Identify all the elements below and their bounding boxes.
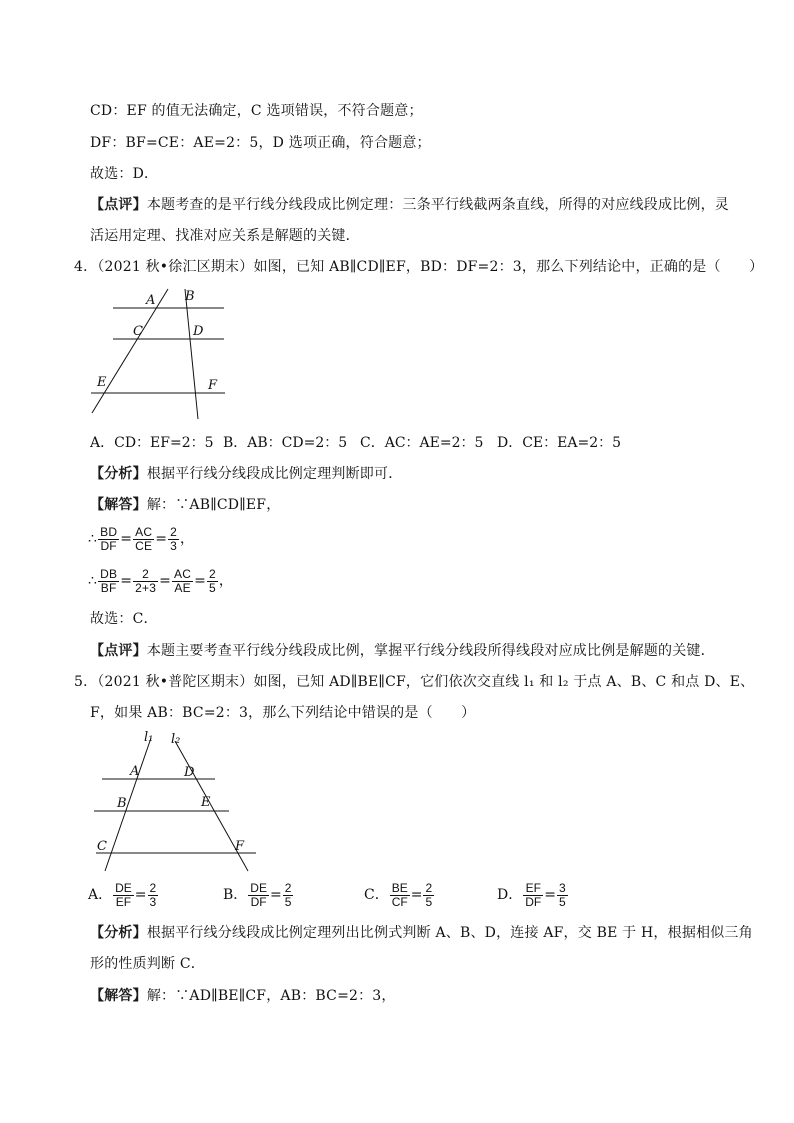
q4-figure bbox=[85, 285, 235, 425]
q5-figure bbox=[88, 728, 263, 873]
q4-label-f: F bbox=[208, 378, 218, 393]
q5-stem-1: 5．（2021 秋•普陀区期末）如图，已知 AD∥BE∥CF，它们依次交直线 l₁ 和 l₂ 于点 A、B、C 和点 D、E、 bbox=[74, 674, 755, 690]
q4-choice: 故选：C． bbox=[90, 611, 158, 627]
comment-tag: 【点评】 bbox=[90, 197, 147, 213]
q5-option-c: C． $\frac{BE}{CF}$ = $\frac{2}{5}$ bbox=[364, 880, 433, 909]
fraction: $\frac{BD}{DF}$ bbox=[100, 524, 118, 553]
q4-stem: 4．（2021 秋•徐汇区期末）如图，已知 AB∥CD∥EF，BD：DF=2：3，那么下列结论中，正确的是（ ） bbox=[74, 259, 764, 275]
q5-analysis bbox=[90, 923, 753, 943]
q3-text-line-2: DF：BF=CE：AE=2：5，D 选项正确，符合题意； bbox=[90, 135, 431, 151]
q4-option-c: C．AC：AE=2：5 bbox=[360, 435, 484, 451]
analysis-text: 根据平行线分线段成比例定理判断即可． bbox=[146, 466, 403, 482]
fraction: $\frac{EF}{DF}$ bbox=[525, 880, 542, 909]
q4-step-1: ∴ $\frac{BD}{DF}$ = $\frac{AC}{CE}$ = $\frac{2}{3}$ ， bbox=[88, 524, 195, 553]
fraction: $\frac{2}{3}$ bbox=[170, 524, 178, 553]
q5-label-l1: l₁ bbox=[144, 730, 154, 745]
fraction: $\frac{AC}{AE}$ bbox=[174, 566, 192, 595]
q5-label-d: D bbox=[184, 765, 195, 780]
q4-option-d: D．CE：EA=2：5 bbox=[497, 435, 622, 451]
q3-choice: 故选：D． bbox=[90, 166, 159, 182]
fraction: $\frac{DB}{BF}$ bbox=[100, 566, 118, 595]
q4-label-a: A bbox=[146, 293, 156, 308]
q4-option-b: B．AB：CD=2：5 bbox=[223, 435, 348, 451]
fraction: $\frac{DE}{DF}$ bbox=[250, 880, 267, 909]
q4-label-e: E bbox=[97, 375, 107, 390]
therefore-symbol: ∴ bbox=[88, 531, 98, 547]
solution-text: 解：∵AB∥CD∥EF， bbox=[146, 497, 281, 513]
q5-option-b: B． $\frac{DE}{DF}$ = $\frac{2}{5}$ bbox=[223, 880, 292, 909]
comment-tag: 【点评】 bbox=[90, 643, 147, 659]
q5-label-e: E bbox=[201, 795, 211, 810]
q5-option-d: D． $\frac{EF}{DF}$ = $\frac{3}{5}$ bbox=[497, 880, 566, 909]
q4-option-a: A．CD：EF=2：5 bbox=[90, 435, 214, 451]
q4-step-2: ∴ $\frac{DB}{BF}$ = $\frac{2}{2+3}$ = $\frac{AC}{AE}$ = $\frac{2}{5}$ ， bbox=[88, 566, 234, 595]
solution-text: 解：∵AD∥BE∥CF，AB：BC=2：3， bbox=[146, 988, 396, 1004]
q5-analysis-cont: 形的性质判断 C． bbox=[90, 956, 205, 972]
fraction: $\frac{2}{3}$ bbox=[149, 880, 157, 909]
fraction: $\frac{3}{5}$ bbox=[558, 880, 566, 909]
comment-text: 本题考查的是平行线分线段成比例定理：三条平行线截两条直线，所得的对应线段成比例，灵 bbox=[146, 197, 730, 213]
comment-text: 本题主要考查平行线分线段成比例，掌握平行线分线段所得线段对应成比例是解题的关键． bbox=[146, 643, 715, 659]
fraction: $\frac{AC}{CE}$ bbox=[135, 524, 153, 553]
q5-stem-2: F，如果 AB：BC=2：3，那么下列结论中错误的是（ ） bbox=[90, 705, 476, 721]
solution-tag: 【解答】 bbox=[90, 988, 147, 1004]
fraction: $\frac{BE}{CF}$ bbox=[391, 880, 408, 909]
q4-comment bbox=[90, 641, 715, 661]
q3-text-line-1: CD：EF 的值无法确定，C 选项错误，不符合题意； bbox=[90, 103, 423, 119]
solution-tag: 【解答】 bbox=[90, 497, 147, 513]
q4-label-b: B bbox=[185, 289, 195, 304]
q4-analysis bbox=[90, 464, 402, 484]
q5-option-a: A． $\frac{DE}{EF}$ = $\frac{2}{3}$ bbox=[88, 880, 157, 909]
q3-comment-cont: 活运用定理、找准对应关系是解题的关键． bbox=[90, 228, 360, 244]
analysis-tag: 【分析】 bbox=[90, 925, 147, 941]
q5-label-a: A bbox=[130, 764, 140, 779]
q5-label-b: B bbox=[117, 796, 127, 811]
analysis-tag: 【分析】 bbox=[90, 466, 147, 482]
q5-label-f: F bbox=[235, 839, 245, 854]
therefore-symbol: ∴ bbox=[88, 573, 98, 589]
q3-comment bbox=[90, 195, 729, 215]
fraction: $\frac{2}{2+3}$ bbox=[135, 566, 157, 595]
fraction: $\frac{2}{5}$ bbox=[209, 566, 216, 595]
q4-label-c: C bbox=[133, 324, 143, 339]
q5-label-l2: l₂ bbox=[171, 732, 181, 747]
q4-solution bbox=[90, 495, 280, 515]
fraction: $\frac{2}{5}$ bbox=[284, 880, 292, 909]
fraction: $\frac{2}{5}$ bbox=[425, 880, 433, 909]
analysis-text: 根据平行线分线段成比例定理列出比例式判断 A、B、D，连接 AF，交 BE 于 H，根据相似三角 bbox=[146, 925, 753, 941]
fraction: $\frac{DE}{EF}$ bbox=[115, 880, 132, 909]
q5-solution bbox=[90, 986, 396, 1006]
q5-line-l1 bbox=[105, 738, 151, 871]
q4-label-d: D bbox=[193, 324, 204, 339]
q5-label-c: C bbox=[97, 839, 107, 854]
